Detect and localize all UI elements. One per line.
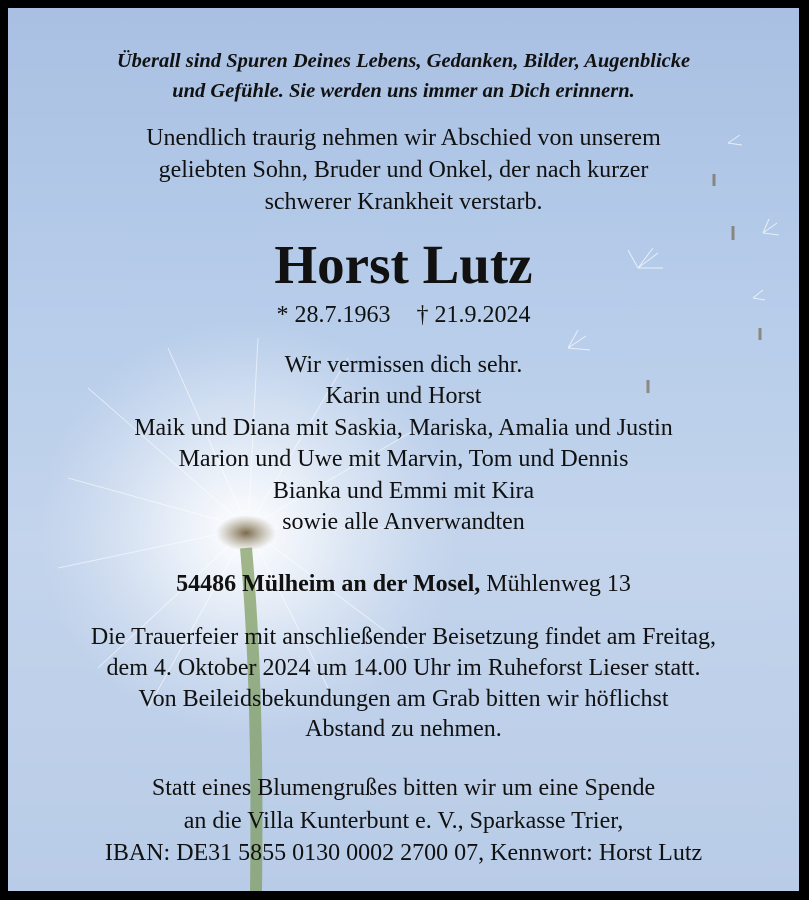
ceremony-line: Abstand zu nehmen. [305, 716, 502, 743]
donation-line: an die Villa Kunterbunt e. V., Sparkasse Trier, [183, 807, 624, 834]
obituary-notice [8, 8, 799, 891]
ceremony-details [8, 622, 799, 745]
mourners-list [8, 350, 799, 538]
mourners-line: Maik und Diana mit Saskia, Mariska, Amalia und Justin [134, 414, 673, 441]
intro-line: schwerer Krankheit verstarb. [264, 189, 543, 215]
motto-line: Überall sind Spuren Deines Lebens, Gedanken, Bilder, Augenblicke [116, 50, 691, 72]
intro-line: geliebten Sohn, Bruder und Onkel, der nach kurzer [158, 157, 649, 183]
motto-line: und Gefühle. Sie werden uns immer an Dich erinnern. [172, 80, 635, 102]
mourners-line: Marion und Uwe mit Marvin, Tom und Dennis [178, 446, 629, 473]
death-date: † 21.9.2024 [416, 302, 531, 328]
intro-line: Unendlich traurig nehmen wir Abschied von unserem [146, 125, 661, 151]
donation-request [8, 772, 799, 870]
address [8, 569, 799, 599]
address-street: Mühlenweg 13 [486, 571, 631, 597]
mourners-line: Wir vermissen dich sehr. [284, 352, 523, 378]
motto-quote [8, 46, 799, 106]
ceremony-line: dem 4. Oktober 2024 um 14.00 Uhr im Ruheforst Lieser statt. [106, 654, 701, 681]
life-dates [8, 300, 799, 330]
donation-line: Statt eines Blumengrußes bitten wir um eine Spende [151, 775, 656, 801]
address-city: 54486 Mülheim an der Mosel, [176, 571, 481, 597]
mourners-line: Bianka und Emmi mit Kira [272, 477, 535, 504]
birth-date: * 28.7.1963 [276, 302, 391, 328]
mourners-line: sowie alle Anverwandten [282, 509, 525, 536]
intro-text [8, 122, 799, 218]
deceased-name: Horst Lutz [274, 234, 533, 295]
ceremony-line: Von Beileidsbekundungen am Grab bitten wir höflichst [138, 685, 669, 712]
mourners-line: Karin und Horst [325, 383, 482, 410]
donation-line: IBAN: DE31 5855 0130 0002 2700 07, Kennwort: Horst Lutz [104, 840, 703, 866]
ceremony-line: Die Trauerfeier mit anschließender Beisetzung findet am Freitag, [90, 624, 717, 650]
